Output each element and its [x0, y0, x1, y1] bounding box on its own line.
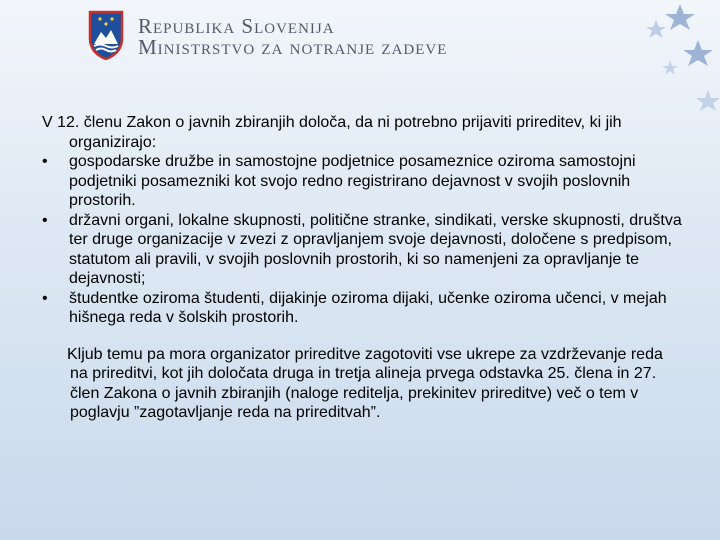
star-icon [646, 20, 666, 38]
list-item [42, 289, 682, 328]
closing-paragraph: Kljub temu pa mora organizator prireditve zagotoviti vse ukrepe za vzdrževanje reda na prireditvi, kot jih določata druga in tretja alineja prvega odstavka 25. člena in 27. člen Zakona o javnih zbiranjih (naloge reditelja, prekinitev prireditve) več o tem v poglavju ”zagotavljanje reda na prireditvah”. [67, 345, 663, 421]
bullet-list [42, 152, 682, 328]
list-item-text: državni organi, lokalne skupnosti, politične stranke, sindikati, verske skupnosti, društva ter druge organizacije v zvezi z opravljanjem svoje dejavnosti, določene s predpisom, statutom ali pravili, v svojih poslovnih prostorih, ki so namenjeni za opravljanje te dejavnosti; [69, 211, 682, 287]
org-name: Republika Slovenija [138, 14, 335, 38]
bullet-icon: • [42, 153, 48, 170]
ministry-name: Ministrstvo za notranje zadeve [138, 35, 448, 59]
list-item-text: študentke oziroma študenti, dijakinje oziroma dijaki, učenke oziroma učenci, v mejah hišnega reda v šolskih prostorih. [69, 289, 667, 326]
bullet-icon: • [42, 211, 48, 229]
star-icon [683, 40, 713, 66]
intro-paragraph: V 12. členu Zakon o javnih zbiranjih določa, da ni potrebno prijaviti prireditev, ki jih organizirajo: [42, 114, 622, 151]
list-item [42, 152, 682, 211]
slide-content [42, 113, 682, 423]
star-icon [662, 60, 678, 75]
list-item-text: gospodarske družbe in samostojne podjetnice posameznice oziroma samostojni podjetniki posamezniki kot svojo redno registrirano dejavnost v svojih poslovnih prostorih. [69, 153, 636, 209]
bullet-icon: • [42, 289, 48, 307]
coat-of-arms-icon [86, 8, 126, 60]
star-icon [665, 4, 695, 30]
list-item [42, 211, 682, 289]
star-icon [696, 90, 720, 111]
